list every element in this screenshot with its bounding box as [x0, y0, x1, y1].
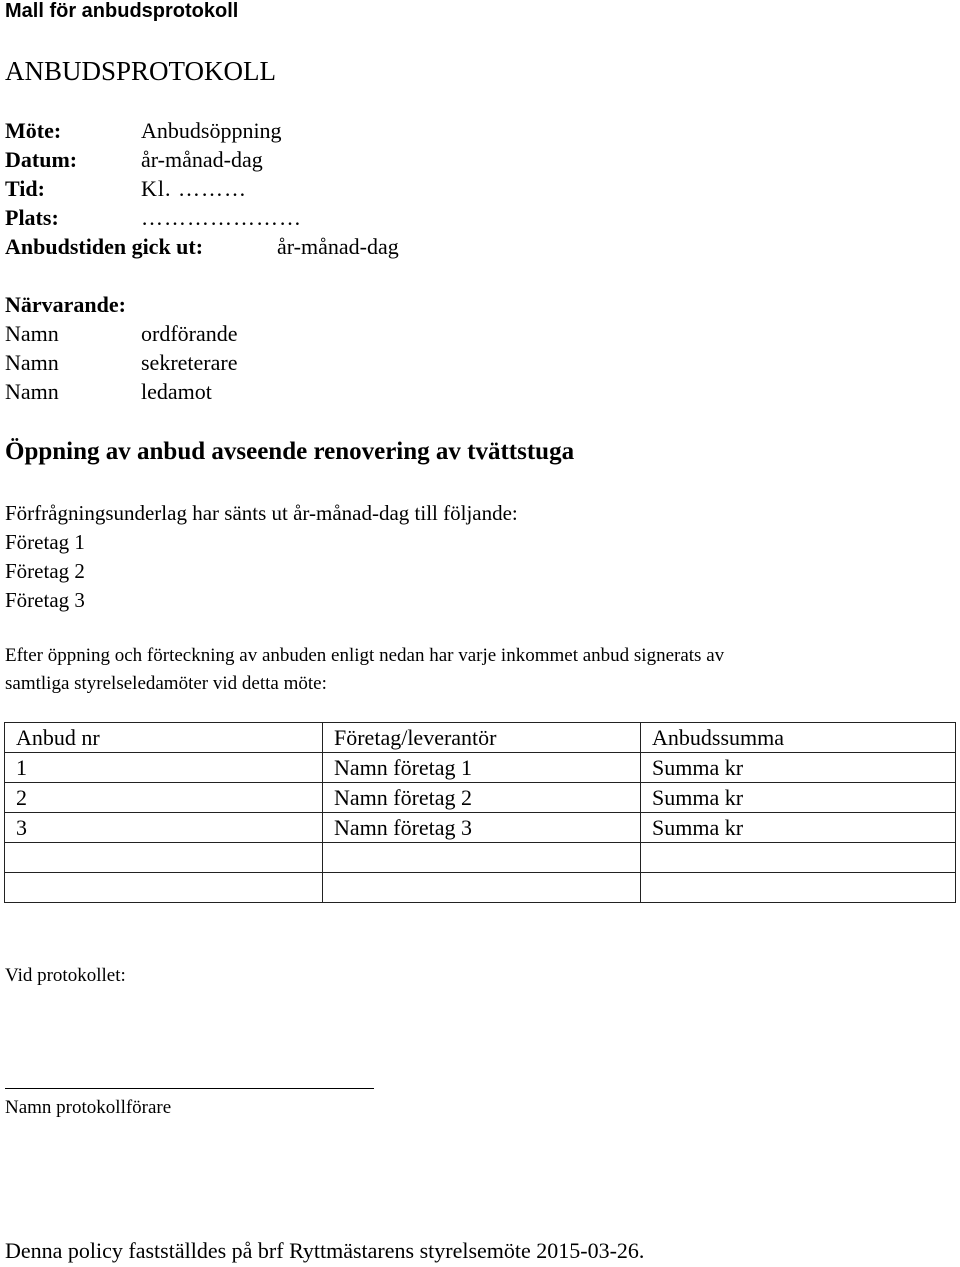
- mote-label: Möte:: [5, 118, 62, 143]
- paragraph-line: samtliga styrelseledamöter vid detta möte:: [5, 673, 327, 694]
- attendee-role: sekreterare: [141, 350, 238, 375]
- table-cell: [323, 873, 641, 903]
- signature-line: [5, 1088, 374, 1089]
- anbudstiden-value: år-månad-dag: [277, 234, 399, 259]
- attendee-role: ledamot: [141, 379, 212, 404]
- table-cell: 1: [5, 753, 323, 783]
- table-row: [5, 813, 956, 843]
- paragraph-line: Efter öppning och förteckning av anbuden enligt nedan har varje inkommet anbud signerats av: [5, 645, 725, 666]
- table-cell: [323, 843, 641, 873]
- intro-text: Förfrågningsunderlag har sänts ut år-månad-dag till följande:: [5, 501, 518, 525]
- attendee-name: Namn: [5, 379, 59, 404]
- attendees-heading: Närvarande:: [5, 292, 126, 317]
- table-cell: Namn företag 1: [323, 753, 641, 783]
- document-header-title: Mall för anbudsprotokoll: [5, 0, 239, 22]
- company-item: Företag 3: [5, 588, 85, 612]
- table-cell: [641, 873, 956, 903]
- table-row: [5, 753, 956, 783]
- tid-value: Kl. ………: [141, 176, 247, 201]
- table-row: [5, 783, 956, 813]
- table-cell: 3: [5, 813, 323, 843]
- attendee-role: ordförande: [141, 321, 238, 346]
- section-heading: Öppning av anbud avseende renovering av tvättstuga: [5, 438, 575, 465]
- table-cell: [5, 843, 323, 873]
- plats-label: Plats:: [5, 205, 59, 230]
- footer-text: Denna policy fastställdes på brf Ryttmästarens styrelsemöte 2015-03-26.: [5, 1238, 645, 1263]
- table-header-cell: Företag/leverantör: [323, 723, 641, 753]
- table-row: [5, 843, 956, 873]
- company-item: Företag 1: [5, 530, 85, 554]
- signature-name: Namn protokollförare: [5, 1097, 172, 1118]
- table-cell: Namn företag 3: [323, 813, 641, 843]
- attendee-name: Namn: [5, 350, 59, 375]
- tid-label: Tid:: [5, 176, 45, 201]
- anbudstiden-label: Anbudstiden gick ut:: [5, 234, 204, 259]
- plats-value: …………………: [141, 205, 302, 230]
- table-cell: 2: [5, 783, 323, 813]
- table-cell: [641, 843, 956, 873]
- table-header-row: [5, 723, 956, 753]
- company-item: Företag 2: [5, 559, 85, 583]
- table-header-cell: Anbud nr: [5, 723, 323, 753]
- datum-value: år-månad-dag: [141, 147, 263, 172]
- table-cell: Summa kr: [641, 753, 956, 783]
- table-cell: [5, 873, 323, 903]
- document-title: ANBUDSPROTOKOLL: [5, 56, 277, 86]
- table-cell: Summa kr: [641, 813, 956, 843]
- table-cell: Namn företag 2: [323, 783, 641, 813]
- bids-table: [4, 722, 956, 903]
- mote-value: Anbudsöppning: [141, 118, 282, 143]
- table-cell: Summa kr: [641, 783, 956, 813]
- table-header-cell: Anbudssumma: [641, 723, 956, 753]
- signature-label: Vid protokollet:: [5, 965, 126, 986]
- table-row: [5, 873, 956, 903]
- datum-label: Datum:: [5, 147, 78, 172]
- attendee-name: Namn: [5, 321, 59, 346]
